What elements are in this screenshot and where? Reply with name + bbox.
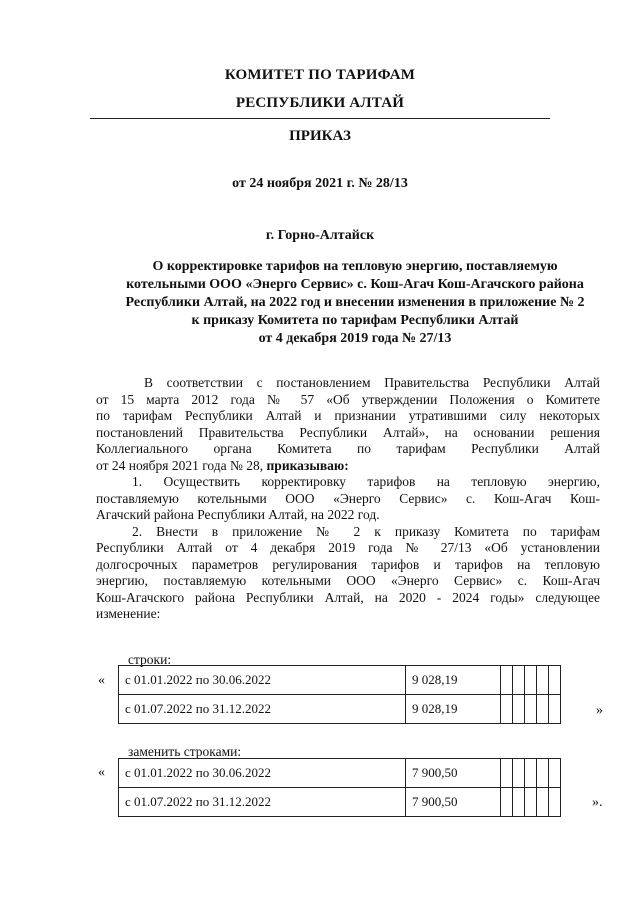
table-row: [119, 695, 561, 724]
period-cell: с 01.01.2022 по 30.06.2022: [119, 759, 406, 788]
period-cell: с 01.07.2022 по 31.12.2022: [119, 695, 406, 724]
body-line: от 15 марта 2012 года № 57 «Об утверждении Положения о Комитете: [96, 391, 600, 407]
body-line: [96, 458, 600, 475]
open-quote: «: [98, 765, 105, 780]
table-row: [119, 666, 561, 695]
body-line-text: от 24 ноября 2021 года № 28,: [96, 457, 267, 473]
subject-line: О корректировке тарифов на тепловую энергию, поставляемую: [152, 259, 558, 274]
close-quote: ».: [592, 795, 603, 810]
new-rows-label: заменить строками:: [128, 744, 242, 759]
period-cell: с 01.01.2022 по 30.06.2022: [119, 666, 406, 695]
org-name-line1: КОМИТЕТ ПО ТАРИФАМ: [224, 67, 416, 83]
empty-cell: [513, 788, 525, 817]
empty-cell: [549, 788, 561, 817]
item1-line: 1. Осуществить корректировку тарифов на тепловую энергию,: [132, 474, 600, 489]
body-line: по тарифам Республики Алтай и признании утратившими силу некоторых: [96, 408, 600, 423]
period-cell: с 01.07.2022 по 31.12.2022: [119, 788, 406, 817]
empty-cell: [525, 788, 537, 817]
old-tariff-table: [118, 665, 561, 724]
value-cell: 7 900,50: [406, 788, 501, 817]
document-body: [96, 375, 600, 623]
body-line: Коллегиального органа Комитета по тарифам Республики Алтай: [96, 441, 600, 456]
empty-cell: [501, 788, 513, 817]
open-quote: «: [98, 673, 105, 688]
document-city: г. Горно-Алтайск: [265, 228, 375, 243]
empty-cell: [549, 759, 561, 788]
empty-cell: [537, 759, 549, 788]
document-date-number: от 24 ноября 2021 г. № 28/13: [232, 176, 408, 191]
document-subject: [90, 258, 620, 348]
empty-cell: [513, 695, 525, 724]
org-name-line2: РЕСПУБЛИКИ АЛТАЙ: [235, 95, 405, 111]
close-quote: »: [596, 703, 603, 718]
item2-line: изменение:: [96, 606, 161, 621]
subject-line: котельными ООО «Энерго Сервис» с. Кош-Агач Кош-Агачского района: [126, 277, 584, 292]
empty-cell: [501, 666, 513, 695]
body-line: В соответствии с постановлением Правительства Республики Алтай: [144, 375, 600, 390]
empty-cell: [549, 666, 561, 695]
empty-cell: [537, 666, 549, 695]
empty-cell: [501, 759, 513, 788]
document-title: ПРИКАЗ: [289, 128, 351, 144]
empty-cell: [537, 695, 549, 724]
value-cell: 9 028,19: [406, 695, 501, 724]
order-word: приказываю:: [266, 457, 349, 473]
empty-cell: [549, 695, 561, 724]
empty-cell: [513, 666, 525, 695]
empty-cell: [501, 695, 513, 724]
item2-line: Кош-Агачского района Республики Алтай, на 2020 - 2024 годы» следующее: [96, 589, 600, 605]
header-divider: [90, 118, 550, 119]
item2-line: долгосрочных параметров регулирования тарифов и тарифов на тепловую: [96, 556, 600, 572]
subject-line: Республики Алтай, на 2022 год и внесении изменения в приложение № 2: [125, 295, 585, 310]
item1-line: поставляемую котельными ООО «Энерго Сервис» с. Кош-Агач Кош-: [96, 490, 600, 506]
value-cell: 7 900,50: [406, 759, 501, 788]
value-cell: 9 028,19: [406, 666, 501, 695]
new-tariff-table: [118, 758, 561, 817]
item1-line: Агачский района Республики Алтай, на 2022 год.: [96, 507, 380, 522]
table-row: [119, 788, 561, 817]
item2-line: энергию, поставляемую котельными ООО «Энерго Сервис» с. Кош-Агач: [96, 573, 600, 588]
table-row: [119, 759, 561, 788]
empty-cell: [525, 695, 537, 724]
empty-cell: [525, 666, 537, 695]
body-line: постановлений Правительства Республики Алтай», на основании решения: [96, 424, 600, 440]
empty-cell: [537, 788, 549, 817]
empty-cell: [513, 759, 525, 788]
old-rows-label: строки:: [128, 652, 172, 667]
item2-line: 2. Внести в приложение № 2 к приказу Комитета по тарифам: [132, 523, 600, 539]
subject-line: от 4 декабря 2019 года № 27/13: [258, 331, 452, 346]
empty-cell: [525, 759, 537, 788]
item2-line: Республики Алтай от 4 декабря 2019 года № 27/13 «Об установлении: [96, 540, 600, 555]
subject-line: к приказу Комитета по тарифам Республики Алтай: [191, 313, 519, 328]
